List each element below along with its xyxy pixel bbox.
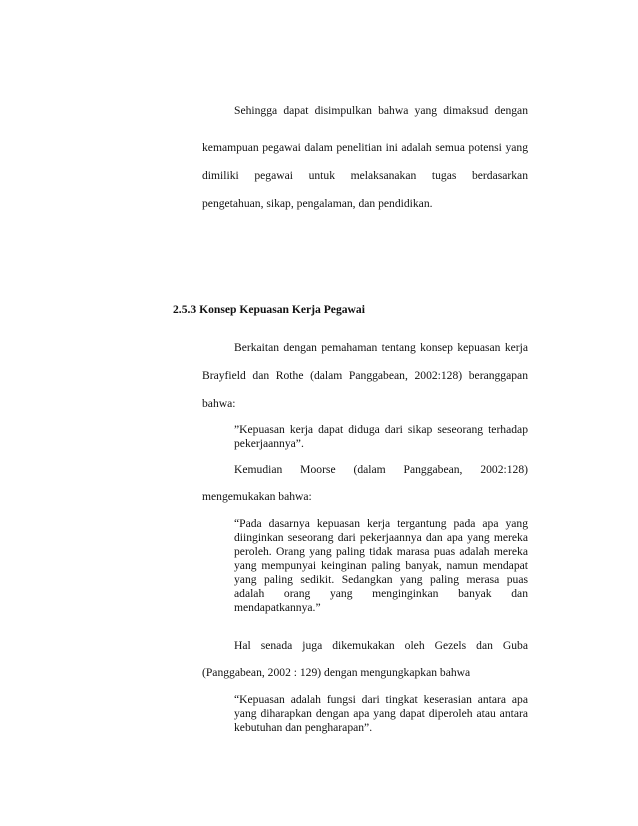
quote-line: adalah orang yang menginginkan banyak dan xyxy=(234,587,528,600)
paragraph-line: pengetahuan, sikap, pengalaman, dan pendidikan. xyxy=(202,197,433,210)
paragraph-line: Brayfield dan Rothe (dalam Panggabean, 2002:128) beranggapan xyxy=(202,369,528,382)
paragraph-line: dimiliki pegawai untuk melaksanakan tugas berdasarkan xyxy=(202,169,528,182)
quote-line: pekerjaannya”. xyxy=(234,437,304,450)
quote-line: ”Kepuasan kerja dapat diduga dari sikap seseorang terhadap xyxy=(234,423,528,436)
quote-line: kebutuhan dan pengharapan”. xyxy=(234,721,373,734)
quote-line: “Kepuasan adalah fungsi dari tingkat keserasian antara apa xyxy=(234,693,528,706)
paragraph-line: Kemudian Moorse (dalam Panggabean, 2002:128) xyxy=(234,463,528,476)
quote-line: yang mempunyai keinginan paling banyak, namun mendapat xyxy=(234,559,528,572)
paragraph-line: (Panggabean, 2002 : 129) dengan mengungkapkan bahwa xyxy=(202,666,471,679)
quote-line: mendapatkannya.” xyxy=(234,601,321,614)
quote-line: peroleh. Orang yang paling tidak marasa puas adalah mereka xyxy=(234,545,528,558)
quote-line: diinginkan seseorang dari pekerjaannya dan apa yang mereka xyxy=(234,531,528,544)
quote-line: yang diharapkan dengan apa yang dapat diperoleh atau antara xyxy=(234,707,528,720)
section-heading: 2.5.3 Konsep Kepuasan Kerja Pegawai xyxy=(173,303,365,316)
quote-line: yang paling sedikit. Sedangkan yang paling merasa puas xyxy=(234,573,528,586)
paragraph-line: kemampuan pegawai dalam penelitian ini adalah semua potensi yang xyxy=(202,141,528,154)
paragraph-line: Hal senada juga dikemukakan oleh Gezels dan Guba xyxy=(234,639,528,652)
quote-line: “Pada dasarnya kepuasan kerja tergantung pada apa yang xyxy=(234,517,528,530)
paragraph-line: Sehingga dapat disimpulkan bahwa yang dimaksud dengan xyxy=(234,104,528,117)
paragraph-line: Berkaitan dengan pemahaman tentang konsep kepuasan kerja xyxy=(234,341,528,354)
paragraph-line: mengemukakan bahwa: xyxy=(202,490,312,503)
paragraph-line: bahwa: xyxy=(202,397,236,410)
